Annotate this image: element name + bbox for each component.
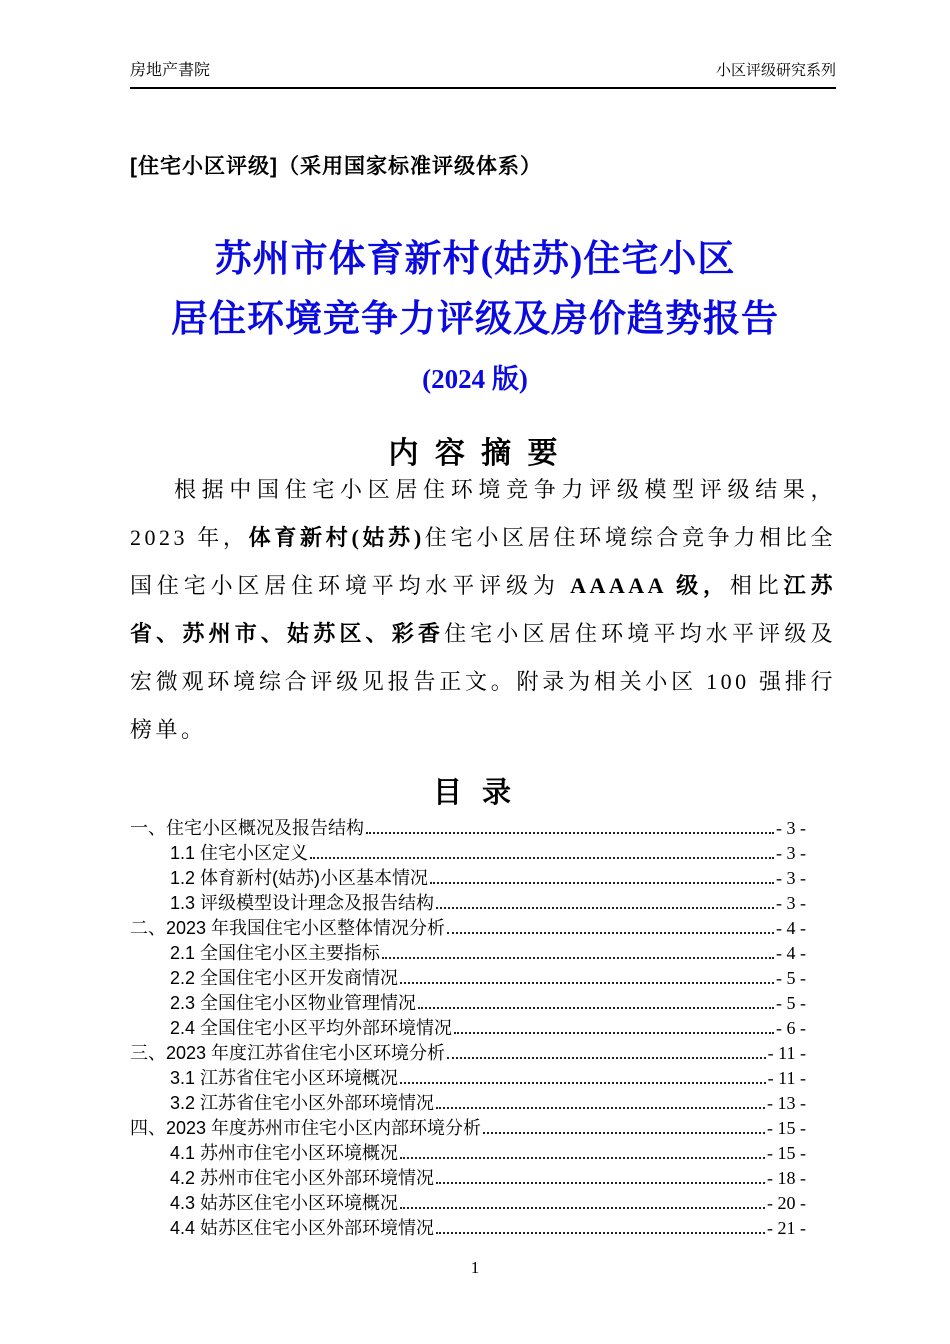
toc-entry[interactable] (130, 991, 806, 1016)
toc-entry-label: 3.2 江苏省住宅小区外部环境情况 (170, 1093, 435, 1113)
toc-dot-leader (400, 1082, 766, 1084)
report-title-line2: 居住环境竞争力评级及房价趋势报告 (171, 299, 779, 340)
toc-entry[interactable] (130, 1091, 806, 1116)
toc-entry[interactable] (130, 816, 806, 841)
toc-entry[interactable] (130, 966, 806, 991)
toc-heading: 目 录 (432, 777, 518, 809)
toc-entry[interactable] (130, 866, 806, 891)
toc-entry-label: 2.3 全国住宅小区物业管理情况 (170, 993, 417, 1013)
toc-entry-page: - 4 - (776, 918, 806, 938)
summary-paragraph (130, 466, 836, 754)
toc-dot-leader (366, 832, 774, 834)
toc-entry-label: 4.4 姑苏区住宅小区外部环境情况 (170, 1218, 435, 1238)
toc-entry[interactable] (130, 1166, 806, 1191)
toc-dot-leader (400, 1157, 765, 1159)
toc-entry-label: 2.4 全国住宅小区平均外部环境情况 (170, 1018, 453, 1038)
toc-entry-page: - 3 - (776, 868, 806, 888)
report-title-edition: (2024 版) (422, 364, 528, 394)
toc-entry-page: - 6 - (776, 1018, 806, 1038)
toc-entry[interactable] (130, 891, 806, 916)
toc-entry[interactable] (130, 1041, 806, 1066)
toc-dot-leader (382, 957, 774, 959)
summary-segment: 江苏省、苏州市、姑苏区、彩香 (130, 573, 836, 646)
toc-entry[interactable] (130, 1216, 806, 1241)
toc-dot-leader (430, 882, 774, 884)
summary-segment: 住宅小区居住环境平均水平评级及宏微观环境综合评级见报告正文。附录为相关小区 100 强排行榜单。 (130, 621, 836, 742)
toc-entry-page: - 4 - (776, 943, 806, 963)
toc-entry-label: 2.2 全国住宅小区开发商情况 (170, 968, 399, 988)
toc-entry-label: 3.1 江苏省住宅小区环境概况 (170, 1068, 399, 1088)
toc-entry-page: - 13 - (767, 1093, 806, 1113)
toc-entry-label: 三、2023 年度江苏省住宅小区环境分析 (130, 1043, 446, 1063)
page-header (130, 62, 836, 89)
toc-entry-label: 4.1 苏州市住宅小区环境概况 (170, 1143, 399, 1163)
toc-entry[interactable] (130, 941, 806, 966)
toc-dot-leader (436, 1232, 765, 1234)
toc-entry[interactable] (130, 841, 806, 866)
summary-segment: AAAAA 级， (570, 573, 730, 598)
header-brand: 房地产書院 (130, 62, 211, 79)
toc-dot-leader (436, 1182, 765, 1184)
toc-entry-page: - 3 - (776, 843, 806, 863)
toc-entry-page: - 21 - (767, 1218, 806, 1238)
toc-entry[interactable] (130, 1141, 806, 1166)
toc-entry[interactable] (130, 1066, 806, 1091)
toc-dot-leader (400, 982, 774, 984)
toc-entry-label: 四、2023 年度苏州市住宅小区内部环境分析 (130, 1118, 482, 1138)
toc-entry[interactable] (130, 916, 806, 941)
toc-dot-leader (454, 1032, 774, 1034)
toc-entry-page: - 15 - (767, 1118, 806, 1138)
toc-entry-label: 1.1 住宅小区定义 (170, 843, 309, 863)
toc-dot-leader (436, 907, 774, 909)
toc-entry[interactable] (130, 1191, 806, 1216)
toc-entry[interactable] (130, 1116, 806, 1141)
toc-dot-leader (436, 1107, 765, 1109)
toc-entry-page: - 3 - (776, 818, 806, 838)
summary-segment: 根据中国住宅小区居住环境竞争力评级模型评级结果，2023 年， (130, 477, 836, 550)
toc-dot-leader (418, 1007, 774, 1009)
toc-entry-page: - 11 - (767, 1043, 806, 1063)
toc-entry-label: 1.3 评级模型设计理念及报告结构 (170, 893, 435, 913)
toc-entry-label: 二、2023 年我国住宅小区整体情况分析 (130, 918, 446, 938)
toc-entry-label: 2.1 全国住宅小区主要指标 (170, 943, 381, 963)
page-number: 1 (470, 1258, 480, 1277)
toc-entry-label: 4.2 苏州市住宅小区外部环境情况 (170, 1168, 435, 1188)
toc-dot-leader (310, 857, 774, 859)
summary-heading: 内 容 摘 要 (388, 437, 562, 470)
toc-dot-leader (447, 1057, 766, 1059)
toc-entry-label: 4.3 姑苏区住宅小区环境概况 (170, 1193, 399, 1213)
toc-entry[interactable] (130, 1016, 806, 1041)
toc-dot-leader (400, 1207, 765, 1209)
toc-dot-leader (447, 932, 774, 934)
toc-entry-page: - 3 - (776, 893, 806, 913)
toc-entry-page: - 11 - (767, 1068, 806, 1088)
toc-entry-page: - 20 - (767, 1193, 806, 1213)
toc-entry-label: 一、住宅小区概况及报告结构 (130, 818, 364, 838)
report-title-line1: 苏州市体育新村(姑苏)住宅小区 (214, 239, 736, 280)
summary-segment: 体育新村(姑苏) (248, 525, 425, 550)
toc-entry-page: - 5 - (776, 968, 806, 988)
summary-segment: 住宅小区居住环境综合竞争力相比全国住宅小区居住环境平均水平评级为 (130, 525, 836, 598)
toc-entry-label: 1.2 体育新村(姑苏)小区基本情况 (170, 868, 429, 888)
toc-dot-leader (483, 1132, 765, 1134)
summary-segment: 相比 (729, 573, 784, 598)
toc-entry-page: - 15 - (767, 1143, 806, 1163)
toc-entry-page: - 5 - (776, 993, 806, 1013)
header-series-label: 小区评级研究系列 (715, 62, 836, 79)
rating-system-subtitle: [住宅小区评级]（采用国家标准评级体系） (130, 155, 542, 178)
toc-entry-page: - 18 - (767, 1168, 806, 1188)
toc-list (130, 816, 806, 1241)
